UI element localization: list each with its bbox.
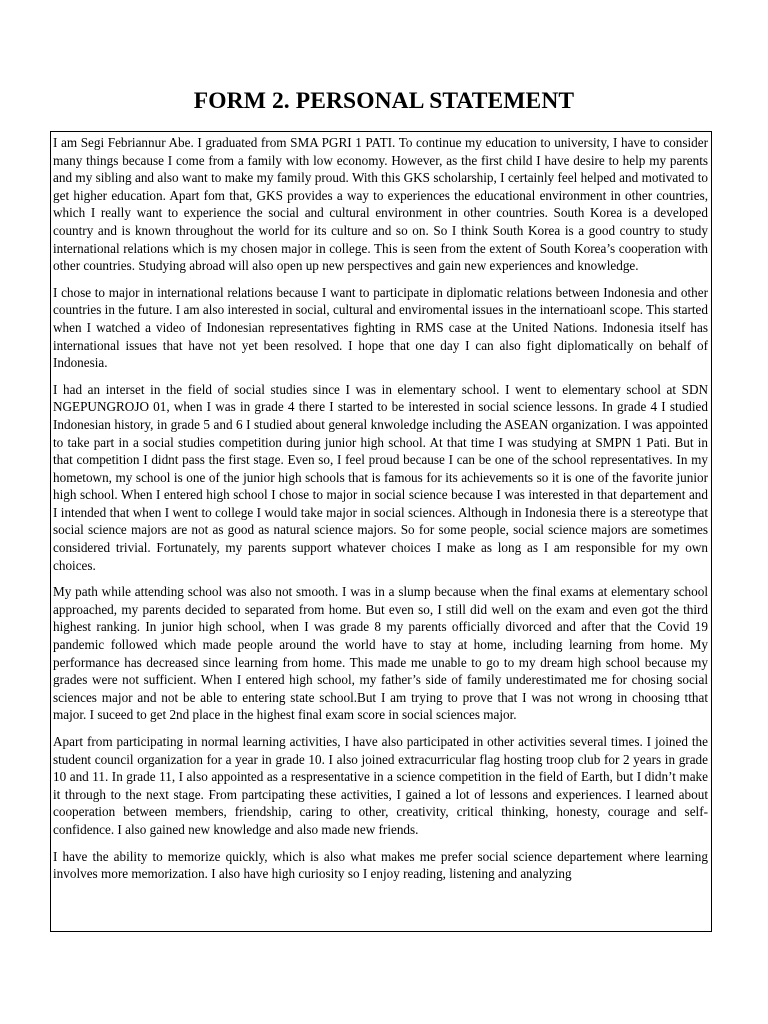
paragraph-4: My path while attending school was also not smooth. I was in a slump because when the final exams at elementary school approached, my parents decided to separated from home. But even so, I still did well on the exam and even got the third highest ranking. In junior high school, when I was grade 8 my parents officially divorced and after that the Covid 19 pandemic followed which made people around the world have to stay at home, including learning from home. My performance has decreased since learning from home. This made me unable to go to my dream high school because my grades were not sufficient. When I entered high school, my father’s side of family underestimated me for chosing social sciences major and not be able to entering state school.But I am trying to prove that I was not wrong in choosing tthat major. I suceed to get 2nd place in the highest final exam score in social sciences major. — [53, 584, 708, 723]
statement-box — [50, 131, 712, 932]
paragraph-6: I have the ability to memorize quickly, which is also what makes me prefer social science departement where learning involves more memorization. I also have high curiosity so I enjoy reading, listening and analyzing — [53, 848, 708, 882]
paragraph-5: Apart from participating in normal learning activities, I have also participated in other activities several times. I joined the student council organization for a year in grade 10. I also joined extracurricular flag hosting troop club for 2 years in grade 10 and 11. In grade 11, I also appointed as a respresentative in a science competition in the field of Earth, but I didn’t make it through to the next stage. From partcipating these activities, I gained a lot of lessons and experiences. I learned about cooperation between members, friendship, caring to other, creativity, critical thinking, honesty, courage and self-confidence. I also gained new knowledge and also made new friends. — [53, 734, 708, 837]
paragraph-1: I am Segi Febriannur Abe. I graduated from SMA PGRI 1 PATI. To continue my education to university, I have to consider many things because I come from a family with low economy. However, as the first child I have desire to help my parents and my sibling and also want to make my family proud. With this GKS scholarship, I certainly feel helped and motivated to get higher education. Apart fom that, GKS provides a way to experiences the educational environment in other countries, which I really want to experience the social and cultural environment in other countries. South Korea is a developed country and is known throughout the world for its culture and so on. So I think South Korea is a good country to study international relations which is my chosen major in college. This is seen from the extent of South Korea’s cooperation with other countries. Studying abroad will also open up new perspectives and gain new experiences and knowledge. — [53, 135, 708, 274]
paragraph-3: I had an interset in the field of social studies since I was in elementary school. I went to elementary school at SDN NGEPUNGROJO 01, when I was in grade 4 there I started to be interested in social science lessons. In grade 4 I studied Indonesian history, in grade 5 and 6 I studied about general knwoledge including the ASEAN organization. I was appointed to take part in a social studies competition during junior high school. At that time I was studying at SMPN 1 Pati. But in that competition I didnt pass the first stage. Even so, I feel proud because I can be one of the school representatives. In my hometown, my school is one of the junior high schools that is famous for its achievements so it is one of the favorite junior high school. When I entered high school I chose to major in social science because I was interested in that departement and I intended that when I went to college I would take major in social sciences. Although in Indonesia there is a stereotype that social science majors are not as good as natural science majors. So for some people, social science majors are sometimes considered trivial. Fortunately, my parents support whatever choices I make as long as I am responsible for my own choices. — [53, 381, 708, 573]
paragraph-2: I chose to major in international relations because I want to participate in diplomatic relations between Indonesia and other countries in the future. I am also interested in social, cultural and enviromental issues in the internatioanl scope. This started when I watched a video of Indonesian representatives fighting in RMS case at the United Nations. Indonesia itself has international issues that have not yet been resolved. I hope that one day I can also fight diplomatically on behalf of Indonesia. — [53, 284, 708, 371]
page-title: FORM 2. PERSONAL STATEMENT — [193, 88, 575, 114]
